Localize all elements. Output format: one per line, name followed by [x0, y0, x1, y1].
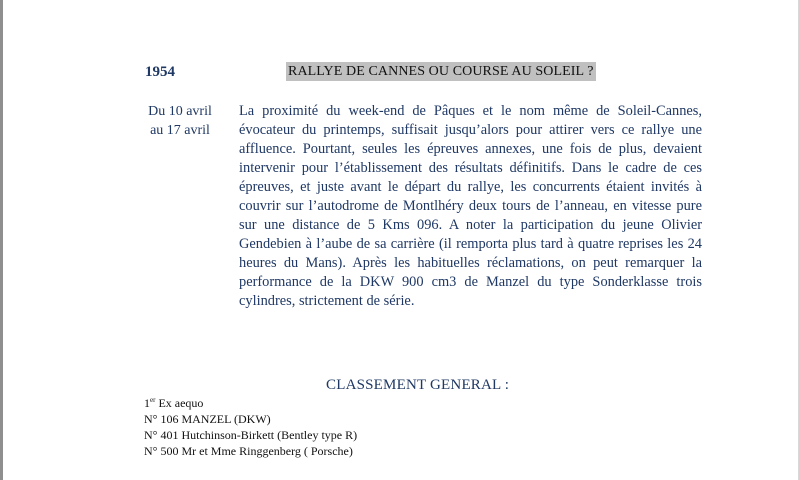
article-paragraph: La proximité du week-end de Pâques et le nom même de Soleil-Cannes, évocateur du printemps, suffisait jusqu’alors pour attirer vers ce rallye une affluence. Pourtant, seules les épreuves annexes, une fois de plus, devaient intervenir pour l’établissement des résultats définitifs. Dans le cadre de ces épreuves, et juste avant le départ du rallye, les concurrents étaient invités à couvrir sur l’autodrome de Montlhéry deux tours de l’anneau, en vitesse pure sur une distance de 5 Kms 096. A noter la participation du jeune Olivier Gendebien à l’aube de sa carrière (il remporta plus tard à quatre reprises les 24 heures du Mans). Après les habituelles réclamations, on peut remarquer la performance de la DKW 900 cm3 de Manzel du type Sonderklasse trois cylindres, strictement de série. — [239, 103, 702, 309]
date-start: Du 10 avril — [148, 104, 212, 119]
date-end: au 17 avril — [150, 123, 210, 138]
classement-heading: CLASSEMENT GENERAL : — [326, 377, 510, 393]
article-title: RALLYE DE CANNES OU COURSE AU SOLEIL ? — [288, 64, 594, 79]
date-range — [140, 102, 220, 140]
ranking-entry: N° 106 MANZEL (DKW) — [144, 412, 271, 426]
ranking-first-suffix: er — [150, 396, 156, 404]
ranking-first-label — [144, 395, 357, 411]
ranking-entry: N° 401 Hutchinson-Birkett (Bentley type R) — [144, 428, 358, 442]
ranking-first-text: Ex aequo — [155, 396, 204, 410]
page-left-border — [0, 0, 3, 480]
year-heading: 1954 — [145, 64, 175, 80]
ranking-first-number: 1 — [144, 396, 150, 410]
ranking-entry: N° 500 Mr et Mme Ringgenberg ( Porsche) — [144, 444, 353, 458]
ranking-list — [144, 395, 357, 459]
